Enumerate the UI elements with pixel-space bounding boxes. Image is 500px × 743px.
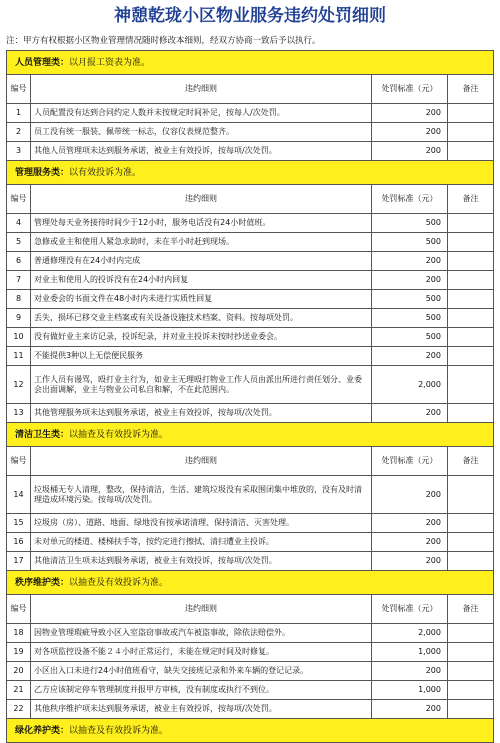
row-number: 8 — [7, 290, 31, 309]
section-name: 秩序维护类： — [15, 577, 70, 588]
page-title: 神憩乾珑小区物业服务违约处罚细则 — [114, 6, 386, 26]
row-text: 没有做好业主来访记录，投诉纪录，并对业主投诉未按时抄送业委会。 — [31, 328, 372, 347]
row-number: 1 — [7, 104, 31, 123]
section-title — [7, 719, 494, 743]
section-desc: 以月报工资表为准。 — [69, 57, 151, 68]
row-number: 12 — [7, 366, 31, 404]
header-row — [7, 595, 494, 624]
section-name: 清洁卫生类： — [15, 429, 70, 440]
section-name: 管理服务类： — [15, 167, 70, 178]
row-text: 其他清洁卫生项未达到服务承诺，被业主有效投诉，按每项/次处罚。 — [31, 552, 372, 571]
row-remark — [447, 233, 493, 252]
note: 注：甲方有权根据小区物业管理情况随时修改本细则，经双方协商一致后予以执行。 — [6, 36, 321, 46]
row-remark — [447, 142, 493, 161]
table-row — [7, 643, 494, 662]
row-number: 11 — [7, 347, 31, 366]
header-no: 编号 — [7, 447, 31, 476]
section-title — [7, 51, 494, 75]
row-text: 垃圾房（房）、道路、地面、绿地没有按承诺清理、保持清洁、灭害处理。 — [31, 514, 372, 533]
row-remark — [447, 514, 493, 533]
header-item: 违约细则 — [31, 185, 372, 214]
row-text: 垃圾桶无专人清理，整改，保持清洁，生活、建筑垃圾没有采取围闭集中堆放的，没有及时清理造成环境污染。按每项/次处罚。 — [31, 476, 372, 514]
row-text: 丢失，损坏已移交业主档案或有关设备设施技术档案、资料。按每项处罚。 — [31, 309, 372, 328]
row-penalty: 500 — [371, 290, 447, 309]
row-penalty: 200 — [371, 552, 447, 571]
table-row — [7, 404, 494, 423]
header-remark: 备注 — [447, 595, 493, 624]
row-penalty: 1,000 — [371, 643, 447, 662]
row-remark — [447, 347, 493, 366]
table-row — [7, 476, 494, 514]
row-remark — [447, 533, 493, 552]
row-number: 16 — [7, 533, 31, 552]
table-row — [7, 214, 494, 233]
section-header — [7, 51, 494, 75]
header-no: 编号 — [7, 595, 31, 624]
row-number: 2 — [7, 123, 31, 142]
header-no: 编号 — [7, 75, 31, 104]
section-header — [7, 161, 494, 185]
row-number: 4 — [7, 214, 31, 233]
row-remark — [447, 123, 493, 142]
header-remark: 备注 — [447, 75, 493, 104]
row-remark — [447, 476, 493, 514]
section-desc: 以抽查及有效投诉为准。 — [69, 577, 169, 588]
section-header — [7, 571, 494, 595]
row-penalty: 2,000 — [371, 366, 447, 404]
row-text: 对业委会的书面文件在48小时内未进行实质性回复 — [31, 290, 372, 309]
row-penalty: 200 — [371, 404, 447, 423]
row-number: 17 — [7, 552, 31, 571]
row-number: 19 — [7, 643, 31, 662]
row-penalty: 200 — [371, 662, 447, 681]
row-number: 10 — [7, 328, 31, 347]
table-row — [7, 366, 494, 404]
section-name: 绿化养护类： — [15, 725, 70, 736]
section-title — [7, 423, 494, 447]
penalty-table — [6, 50, 494, 743]
section-name: 人员管理类： — [15, 57, 70, 68]
row-text: 人员配置没有达到合同约定人数并未按规定时间补足，按每人/次处罚。 — [31, 104, 372, 123]
row-number: 15 — [7, 514, 31, 533]
row-text: 普通修理没有在24小时内完成 — [31, 252, 372, 271]
row-number: 18 — [7, 624, 31, 643]
section-title — [7, 161, 494, 185]
row-text: 其他秩序维护项未达到服务承诺，被业主有效投诉，按每项/次处罚。 — [31, 700, 372, 719]
section-desc: 以抽查及有效投诉为准。 — [69, 429, 169, 440]
row-remark — [447, 214, 493, 233]
section-header — [7, 423, 494, 447]
row-number: 13 — [7, 404, 31, 423]
header-penalty: 处罚标准（元） — [371, 75, 447, 104]
row-penalty: 2,000 — [371, 624, 447, 643]
table-row — [7, 514, 494, 533]
table-row — [7, 290, 494, 309]
row-text: 乙方应该制定停车管理制度并报甲方审核，没有制度或执行不到位。 — [31, 681, 372, 700]
row-remark — [447, 624, 493, 643]
table-row — [7, 347, 494, 366]
table-row — [7, 123, 494, 142]
row-text: 不能提供3种以上无偿便民服务 — [31, 347, 372, 366]
table-row — [7, 681, 494, 700]
row-text: 员工没有统一服装、佩带统一标志，仪容仪表规范整齐。 — [31, 123, 372, 142]
header-item: 违约细则 — [31, 447, 372, 476]
row-number: 9 — [7, 309, 31, 328]
row-text: 急修或业主和使用人紧急求助时，未在半小时赶到现场。 — [31, 233, 372, 252]
row-penalty: 200 — [371, 123, 447, 142]
section-title — [7, 571, 494, 595]
section-desc: 以抽查及有效投诉为准。 — [69, 725, 169, 736]
table-row — [7, 309, 494, 328]
row-penalty: 200 — [371, 252, 447, 271]
row-text: 其他管理服务项未达到服务承诺，被业主有效投诉，按每项/次处罚。 — [31, 404, 372, 423]
row-remark — [447, 252, 493, 271]
row-penalty: 200 — [371, 476, 447, 514]
row-text: 因物业管理瑕疵导致小区入室盗窃事故或汽车被盗事故，除依法赔偿外。 — [31, 624, 372, 643]
table-row — [7, 662, 494, 681]
header-row — [7, 75, 494, 104]
row-remark — [447, 552, 493, 571]
row-remark — [447, 700, 493, 719]
row-remark — [447, 328, 493, 347]
table-row — [7, 271, 494, 290]
section-desc: 以有效投诉为准。 — [69, 167, 142, 178]
table-row — [7, 552, 494, 571]
row-number: 21 — [7, 681, 31, 700]
header-penalty: 处罚标准（元） — [371, 185, 447, 214]
table-row — [7, 142, 494, 161]
row-number: 5 — [7, 233, 31, 252]
row-penalty: 500 — [371, 328, 447, 347]
header-item: 违约细则 — [31, 75, 372, 104]
table-row — [7, 252, 494, 271]
row-penalty: 500 — [371, 309, 447, 328]
section-header — [7, 719, 494, 743]
row-text: 对各项监控设备不能２４小时正常运行，未能在规定时间及时修复。 — [31, 643, 372, 662]
header-remark: 备注 — [447, 447, 493, 476]
row-text: 管理处每天业务接待时间少于12小时，服务电话没有24小时值班。 — [31, 214, 372, 233]
header-penalty: 处罚标准（元） — [371, 595, 447, 624]
row-penalty: 1,000 — [371, 681, 447, 700]
row-number: 22 — [7, 700, 31, 719]
row-text: 工作人员有谩骂，殴打业主行为，如业主无理殴打物业工作人员由派出所进行责任划分、业委会出面调解，业主与物业公司私自和解，不在此范围内。 — [31, 366, 372, 404]
row-remark — [447, 681, 493, 700]
row-penalty: 200 — [371, 533, 447, 552]
row-remark — [447, 271, 493, 290]
row-remark — [447, 643, 493, 662]
row-penalty: 200 — [371, 142, 447, 161]
row-penalty: 200 — [371, 347, 447, 366]
row-penalty: 500 — [371, 214, 447, 233]
row-text: 其他人员管理项未达到服务承诺，被业主有效投诉，按每项/次处罚。 — [31, 142, 372, 161]
row-remark — [447, 366, 493, 404]
header-remark: 备注 — [447, 185, 493, 214]
table-row — [7, 624, 494, 643]
row-number: 20 — [7, 662, 31, 681]
table-row — [7, 700, 494, 719]
row-text: 未对单元的楼道、楼梯扶手等，按约定进行擦拭、清扫遭业主投诉。 — [31, 533, 372, 552]
row-text: 对业主和使用人的投诉没有在24小时内回复 — [31, 271, 372, 290]
header-row — [7, 447, 494, 476]
header-row — [7, 185, 494, 214]
row-penalty: 200 — [371, 271, 447, 290]
row-number: 6 — [7, 252, 31, 271]
table-row — [7, 104, 494, 123]
row-remark — [447, 404, 493, 423]
table-row — [7, 533, 494, 552]
row-penalty: 200 — [371, 514, 447, 533]
header-no: 编号 — [7, 185, 31, 214]
row-text: 小区出入口未进行24小时值班看守，缺失交接班记录和外来车辆的登记记录。 — [31, 662, 372, 681]
table-row — [7, 328, 494, 347]
row-remark — [447, 290, 493, 309]
header-penalty: 处罚标准（元） — [371, 447, 447, 476]
row-number: 14 — [7, 476, 31, 514]
header-item: 违约细则 — [31, 595, 372, 624]
row-remark — [447, 309, 493, 328]
row-number: 3 — [7, 142, 31, 161]
row-number: 7 — [7, 271, 31, 290]
row-penalty: 500 — [371, 233, 447, 252]
table-row — [7, 233, 494, 252]
row-remark — [447, 662, 493, 681]
row-penalty: 200 — [371, 700, 447, 719]
row-penalty: 200 — [371, 104, 447, 123]
row-remark — [447, 104, 493, 123]
